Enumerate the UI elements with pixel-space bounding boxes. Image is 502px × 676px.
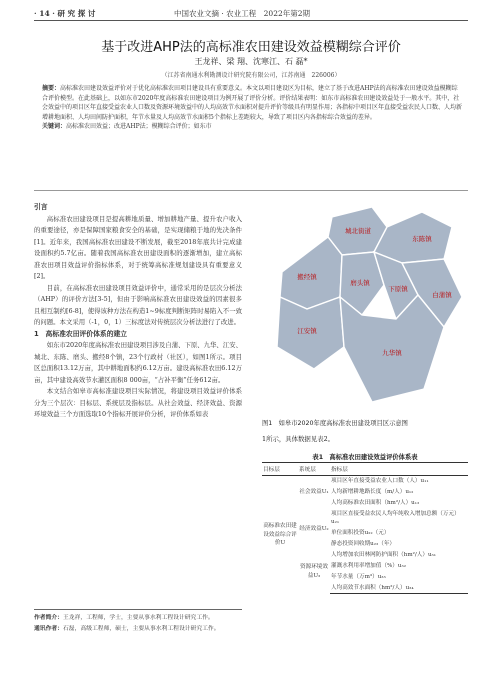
section-1-heading: 1 高标准农田评价体系的建立 <box>34 329 128 338</box>
paragraph-4: 本文结合如皋市高标准建设项目实际情况，将建设项目效益评价体系分为三个层次：目标层、系统层及指标层。从社会效益、经济效益、资源环境效益三个方面选取10个指标开展评价分析，评价体系如表 <box>34 387 242 418</box>
left-column <box>34 202 242 421</box>
indicator-cell: 项目区直接受益农民人均年纯收入增加总额（万元）u₂₁ <box>331 510 460 526</box>
table-header: 目标层 <box>262 463 298 476</box>
indicator-cell: 人均新增耕地路长度（m/人）u₁₂ <box>331 489 414 496</box>
indicator-cell: 人均高标准农田面积（hm²/人）u₁₃ <box>331 499 420 506</box>
authors: 王龙祥、梁 翔、沈寒江、石 磊* <box>194 57 308 66</box>
paragraph-3: 如东市2020年度高标准农田建设项目涉及自蒲、下原、九华、江安、城北、东陈、磨头、搬经8个镇，23个行政村（社区），如图1所示。项目区总面积13.12万亩，其中耕地面积约6.12万亩。建设高标准农田6.12万亩，其中建设高效节水灌区面积8 000亩，“占补平衡”任务612亩。 <box>34 341 242 384</box>
region-label: 九华镇 <box>382 349 402 357</box>
region-label: 江安镇 <box>297 327 317 335</box>
abstract-text: 高标准农田建设效益评价对于优化高标准农田项目建设具有重要意义。本文以项目建设区为目标，建立了基于改进AHP法的高标准农田建设效益模糊综合评价模型。在此基础上，以如东市2020年度高标准农田建设项目为例开展了评价分析。评价结果表明：如东市高标准农田建设效益处于一般水平。其中，社会效益中的项目区年直接受益农业人口数及资源环境效益中的人均高效节水面积对提升评价等级具有明显作用；各指标中项目区年直接受益农民人口数、人均新增耕地面积、人均田间防护面积，年节水量及人均高效节水面积5个指标上差距较大，导致了项目区内各指标综合效益的差异。 <box>42 85 463 121</box>
system-cell: 资源环境效益U₃ <box>300 564 328 579</box>
footnote-author-label: 作者简介： <box>34 615 63 621</box>
table-caption: 表1 高标准农田建设效益评价体系表 <box>312 454 418 461</box>
region-label: 城北街道 <box>345 227 371 235</box>
indicator-cell: 人均增加农田林网防护面积（hm²/人）u₃₁ <box>331 551 437 558</box>
table-row <box>262 476 468 487</box>
system-cell: 经济效益U₂ <box>299 525 329 532</box>
target-cell: 高标准农田建设效益综合评价U <box>263 523 297 547</box>
region-label: 白蒲镇 <box>432 291 452 299</box>
table-header-row <box>262 463 468 476</box>
project-area-map <box>262 197 468 412</box>
abstract-label: 摘要： <box>42 85 61 92</box>
running-header <box>34 6 468 21</box>
table-header: 系统层 <box>298 463 330 476</box>
keywords-label: 关键词： <box>42 123 67 130</box>
region-label: 东陈镇 <box>412 235 432 243</box>
indicator-cell: 静态投资回收期u₂₃（年） <box>331 541 396 548</box>
abstract <box>42 84 462 132</box>
indicator-cell: 年节水量（万m³）u₃₃ <box>331 573 386 580</box>
region-label: 磨头镇 <box>350 279 370 287</box>
footnote-author: 王龙祥，工程师，学士，主要从事水利工程设计研究工作。 <box>63 615 214 621</box>
indicator-cell: 单位面积投资u₂₂（元） <box>331 530 390 537</box>
footnote-corresponding-label: 通讯作者： <box>34 626 63 632</box>
paragraph-2: 目前，在高标准农田建设项目效益评价中，通常采用的是层次分析法（AHP）的评价方法[3-5]，但由于影响高标准农田建设效益的因素很多且相互制约[6-8]，使得该种方法在构造1~9标度判断矩阵时易陷入不一致的问题。本文采用（-1，0，1）三标度法对传统层次分析法进行了改进。 <box>34 283 242 326</box>
system-cell: 社会效益U₁ <box>299 489 329 496</box>
indicator-cell: 项目区年直接受益农业人口数（人）u₁₁ <box>331 478 429 485</box>
paragraph-1: 高标准农田建设项目是提高耕地质量、增加耕地产量、提升农户收入的重要途径，亦是保障国家粮食安全的基础，是实现储粮于地的先决条件[1]。近年来，我国高标准农田建设不断发展，截至2018年底共计完成建设面积约5.7亿亩。随着我国高标准农田建设面积的逐渐增加，建立高标准农田项目效益评价指标体系，对于统筹高标准规划建设具有重要意义[2]。 <box>34 214 242 280</box>
page-label: · 14 · 研 究 探 讨 <box>34 9 96 18</box>
figure-caption: 图1 如皋市2020年度高标准农田建设项目区示意图 <box>262 420 408 427</box>
region-label: 搬经镇 <box>297 273 317 281</box>
evaluation-table <box>262 462 468 594</box>
journal-name: 中国农业文摘 · 农业工程 2022年第2期 <box>174 9 311 18</box>
footnote-corresponding: 石磊，高级工程师，硕士，主要从事水利工程设计研究工作。 <box>63 626 220 632</box>
indicator-cell: 人均高效节水面积（hm²/人）u₃₄ <box>330 582 468 593</box>
figure-followup-text: 1所示，具体数据见表2。 <box>262 435 335 443</box>
indicator-cell: 灌溉水利用率增加值（%）u₃₂ <box>331 562 406 569</box>
intro-heading: 引言 <box>34 203 48 211</box>
footnote <box>34 609 242 636</box>
paper-title: 基于改进AHP法的高标准农田建设效益模糊综合评价 <box>101 40 401 55</box>
affiliation: （江苏省南通水利勘测设计研究院有限公司，江苏南通 226006） <box>161 72 341 79</box>
keywords: 高标准农田效益；改进AHP法；模糊综合评价；如东市 <box>66 123 212 130</box>
table-header: 指标层 <box>330 463 468 476</box>
region-label: 下原镇 <box>388 285 408 293</box>
abstract-divider <box>34 190 468 191</box>
